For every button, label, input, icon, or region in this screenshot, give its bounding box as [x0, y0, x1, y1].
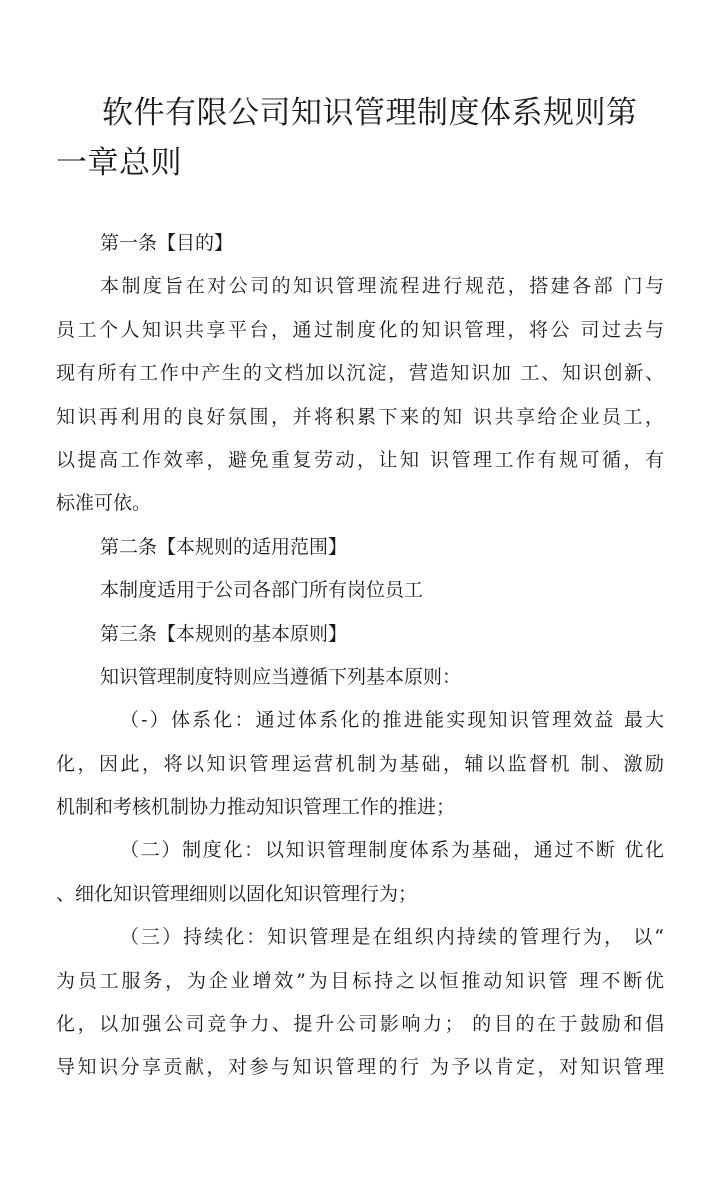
paragraph-line: 导知识分享贡献，对参与知识管理的行 为予以肯定，对知识管理	[56, 1056, 664, 1079]
paragraph-line: 为员工服务，为企业增效”为目标持之以恒推动知识管 理不断优	[56, 969, 664, 992]
paragraph-line: 化，因此，将以知识管理运营机制为基础，辅以监督机 制、激励	[56, 752, 664, 775]
paragraph-line: 现有所有工作中产生的文档加以沉淀，营造知识加 工、知识创新、	[56, 362, 664, 385]
paragraph-line: 员工个人知识共享平台，通过制度化的知识管理，将公 司过去与	[56, 318, 664, 341]
paragraph-line: 、细化知识管理细则以固化知识管理行为；	[56, 882, 418, 905]
paragraph-line: （-）体系化：通过体系化的推进能实现知识管理效益 最大	[120, 709, 664, 732]
paragraph-line: （二）制度化：以知识管理制度体系为基础，通过不断 优化	[120, 839, 664, 862]
paragraph-line: 标准可依。	[56, 492, 152, 515]
paragraph-line: （三）持续化：知识管理是在组织内持续的管理行为， 以“	[120, 926, 664, 949]
paragraph-line: 本制度旨在对公司的知识管理流程进行规范，搭建各部 门与	[100, 275, 664, 298]
document-body	[56, 230, 664, 1080]
paragraph-line: 知识管理制度特则应当遵循下列基本原则：	[100, 665, 462, 688]
paragraph-line: 第三条【本规则的基本原则】	[100, 622, 348, 645]
paragraph-line: 化，以加强公司竞争力、提升公司影响力； 的目的在于鼓励和倡	[56, 1013, 664, 1036]
paragraph-line: 本制度适用于公司各部门所有岗位员工	[100, 579, 424, 602]
document-title: 软件有限公司知识管理制度体系规则第一章总则	[56, 95, 638, 181]
paragraph-line: 以提高工作效率，避免重复劳动，让知 识管理工作有规可循，有	[56, 448, 664, 471]
paragraph-line: 第二条【本规则的适用范围】	[100, 535, 348, 558]
paragraph-line: 机制和考核机制协力推动知识管理工作的推进；	[56, 796, 456, 819]
paragraph-line: 知识再利用的良好氛围，并将积累下来的知 识共享给企业员工，	[56, 405, 664, 428]
paragraph-line: 第一条【目的】	[100, 232, 234, 254]
